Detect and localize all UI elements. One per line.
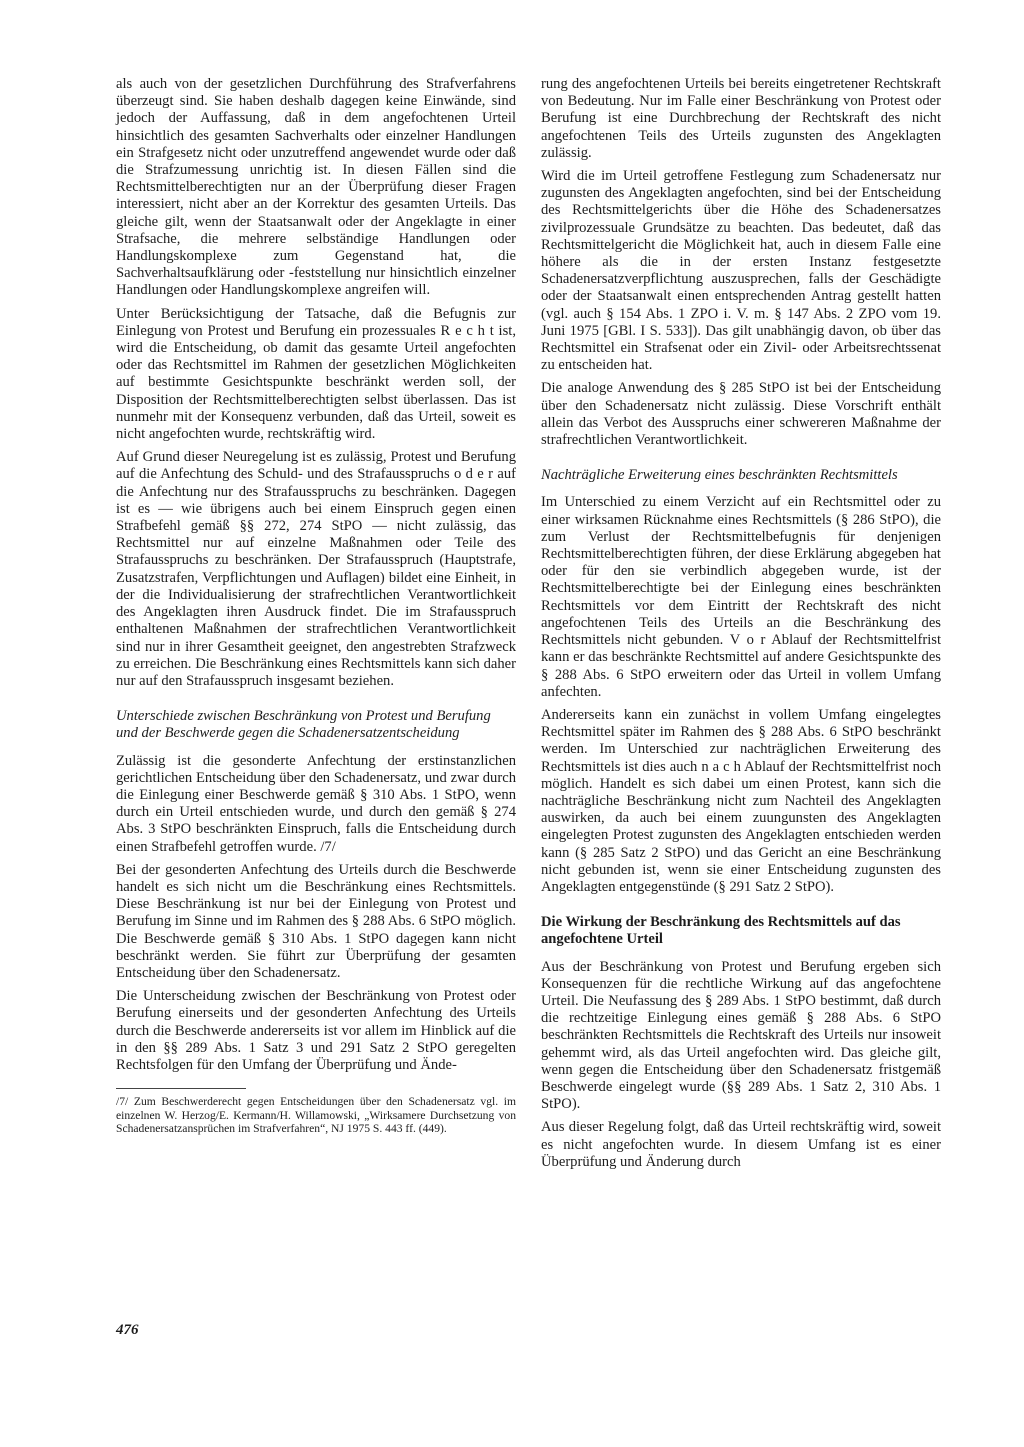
- section-heading: Nachträgliche Erweiterung eines beschränkten Rechtsmittels: [541, 467, 898, 484]
- page-number: 476: [116, 1322, 139, 1338]
- paragraph: Bei der gesonderten Anfechtung des Urteils durch die Beschwerde handelt es sich nicht um die Beschränkung eines Rechtsmittels. Diese Beschränkung ist nur bei der Einlegung von Protest und Berufung im Sinne und im Rahmen des § 288 Abs. 6 StPO möglich. Die Beschwerde gemäß § 310 Abs. 1 StPO dagegen kann nicht beschränkt werden. Sie führt zur Überprüfung der gesamten Entscheidung über den Schadenersatz.: [116, 861, 516, 981]
- paragraph: als auch von der gesetzlichen Durchführung des Strafverfahrens überzeugt sind. Sie haben deshalb dagegen keine Einwände, sind jedoch der Auffassung, daß in dem angefochtenen Urteil hinsichtlich des gesamten Sachverhalts oder einzelner Handlungen ein Strafgesetz nicht oder unzutreffend angewendet wurde oder daß die Strafzumessung unrichtig ist. In diesen Fällen sind die Rechtsmittelberechtigten nur an der Überprüfung dieser Fragen interessiert, nicht aber an der Korrektur des gesamten Urteils. Das gleiche gilt, wenn der Staatsanwalt oder der Angeklagte in einer Strafsache, die mehrere selbständige Handlungen oder Handlungskomplexe zum Gegenstand hat, die Sachverhaltsaufklärung oder -feststellung nur hinsichtlich einzelner Handlungen oder Handlungskomplexe angreifen will.: [116, 76, 516, 299]
- paragraph: Auf Grund dieser Neuregelung ist es zulässig, Protest und Berufung auf die Anfechtung des Schuld- und des Strafausspruchs o d e r auf die Anfechtung nur des Strafausspruchs zu beschränken. Dagegen ist es — wie übrigens auch bei einem Einspruch gegen einen Strafbefehl gemäß §§ 272, 274 StPO — nicht zulässig, das Rechtsmittel nur auf einzelne Maßnahmen oder Teile des Strafausspruchs zu beschränken. Der Strafausspruch (Hauptstrafe, Zusatzstrafen, Verpflichtungen und Auflagen) bildet eine Einheit, in der die Individualisierung der strafrechtlichen Verantwortlichkeit des Angeklagten ihren Ausdruck findet. Die im Strafausspruch enthaltenen Maßnahmen der strafrechtlichen Verantwortlichkeit sind nur in ihrer Gesamtheit geeignet, den angestrebten Strafzweck zu erreichen. Die Beschränkung eines Rechtsmittels kann sich daher nur auf den Strafausspruch insgesamt beziehen.: [116, 449, 516, 689]
- section-heading: Die Wirkung der Beschränkung des Rechtsmittels auf das angefochtene Urteil: [541, 914, 901, 948]
- paragraph: rung des angefochtenen Urteils bei bereits eingetretener Rechtskraft von Bedeutung. Nur im Falle einer Beschränkung von Protest oder Berufung ist eine Durchbrechung der Rechtskraft des nicht angefochtenen Teils des Urteils zugunsten des Angeklagten zulässig.: [541, 76, 941, 161]
- paragraph: Im Unterschied zu einem Verzicht auf ein Rechtsmittel oder zu einer wirksamen Rücknahme eines Rechtsmittels (§ 286 StPO), die zum Verlust der Rechtsmittelbefugnis für denjenigen Rechtsmittelberechtigten führen, der diese Erklärung abgegeben hat oder für den sie verbindlich abgegeben wurde, ist der Rechtsmittelberechtigte bei der Einlegung eines beschränkten Rechtsmittels vor dem Eintritt der Rechtskraft des nicht angefochtenen Teils des Urteils an die Beschränkung des Rechtsmittels nicht gebunden. V o r Ablauf der Rechtsmittelfrist kann er das beschränkte Rechtsmittel auf andere Gesichtspunkte des § 288 Abs. 6 StPO erweitern oder das Urteil in vollem Umfang anfechten.: [541, 494, 941, 700]
- paragraph: Die analoge Anwendung des § 285 StPO ist bei der Entscheidung über den Schadenersatz nicht zulässig. Diese Vorschrift enthält allein das Verbot des Ausspruchs einer schwereren Maßnahme der strafrechtlichen Verantwortlichkeit.: [541, 380, 941, 449]
- section-heading: Unterschiede zwischen Beschränkung von Protest und Berufung und der Beschwerde gegen die Schadenersatzentscheidung: [116, 708, 491, 742]
- paragraph: Zulässig ist die gesonderte Anfechtung der erstinstanzlichen gerichtlichen Entscheidung über den Schadenersatz, und zwar durch die Einlegung einer Beschwerde gemäß § 310 Abs. 1 StPO, wenn durch ein Urteil entschieden wurde, und durch den gemäß § 274 Abs. 3 StPO beschränkten Einspruch, falls die Entscheidung durch einen Strafbefehl getroffen wurde. /7/: [116, 752, 516, 855]
- paragraph: Unter Berücksichtigung der Tatsache, daß die Befugnis zur Einlegung von Protest und Berufung ein prozessuales R e c h t ist, wird die Entscheidung, ob damit das gesamte Urteil angefochten oder das Rechtsmittel im Rahmen der gesetzlichen Möglichkeiten auf bestimmte Gesichtspunkte beschränkt werden soll, der Disposition der Rechtsmittelberechtigten selbst überlassen. Das ist nunmehr mit der Konsequenz verbunden, daß das Urteil, soweit es nicht angefochten wurde, rechtskräftig wird.: [116, 305, 516, 443]
- paragraph: Wird die im Urteil getroffene Festlegung zum Schadenersatz nur zugunsten des Angeklagten angefochten, sind bei der Entscheidung des Rechtsmittelgerichts über die Höhe des Schadenersatzes zivilprozessuale Grundsätze zu beachten. Das bedeutet, daß das Rechtsmittelgericht die Möglichkeit hat, auch in diesem Falle eine höhere als die in der ersten Instanz festgesetzte Schadenersatzverpflichtung auszusprechen, falls der Geschädigte oder der Staatsanwalt einen entsprechenden Antrag gestellt hatten (vgl. auch § 154 Abs. 1 ZPO i. V. m. § 147 Abs. 2 ZPO vom 19. Juni 1975 [GBl. I S. 533]). Das gilt unabhängig davon, ob über das Rechtsmittel ein Strafsenat oder ein Zivil- oder Arbeitsrechtssenat zu entscheiden hat.: [541, 168, 941, 374]
- paragraph: Andererseits kann ein zunächst in vollem Umfang eingelegtes Rechtsmittel später im Rahmen des § 288 Abs. 6 StPO beschränkt werden. Im Unterschied zur nachträglichen Erweiterung des Rechtsmittels ist dies auch n a c h Ablauf der Rechtsmittelfrist noch möglich. Handelt es sich dabei um einen Protest, kann sich die nachträgliche Beschränkung nicht zum Nachteil des Angeklagten auswirken, da auch bei einem zuungunsten des Angeklagten eingelegten Protest zugunsten des Angeklagten entschieden werden kann (§ 285 Satz 2 StPO) und das Gericht an eine Beschränkung nicht gebunden ist, wenn sie einer Entscheidung zugunsten des Angeklagten entgegenstünde (§ 291 Satz 2 StPO).: [541, 706, 941, 895]
- footnote: /7/ Zum Beschwerderecht gegen Entscheidungen über den Schadenersatz vgl. im einzelnen W. Herzog/E. Kermann/H. Willamowski, „Wirksamere Durchsetzung von Schadenersatzansprüchen im Strafverfahren“, NJ 1975 S. 443 ff. (449).: [116, 1095, 516, 1135]
- right-column: [541, 76, 941, 1177]
- paragraph: Die Unterscheidung zwischen der Beschränkung von Protest oder Berufung einerseits und der gesonderten Anfechtung des Urteils durch die Beschwerde andererseits ist vor allem im Hinblick auf die in den §§ 289 Abs. 1 Satz 3 und 291 Satz 2 StPO geregelten Rechtsfolgen für den Umfang der Überprüfung und Ände-: [116, 988, 516, 1073]
- paragraph: Aus dieser Regelung folgt, daß das Urteil rechtskräftig wird, soweit es nicht angefochten wurde. In diesem Umfang ist es einer Überprüfung und Änderung durch: [541, 1119, 941, 1170]
- left-column: [116, 76, 516, 1135]
- footnote-divider: [116, 1088, 246, 1089]
- paragraph: Aus der Beschränkung von Protest und Berufung ergeben sich Konsequenzen für die rechtliche Wirkung auf das angefochtene Urteil. Die Neufassung des § 289 Abs. 1 StPO bestimmt, daß durch die rechtzeitige Einlegung eines gemäß § 288 Abs. 6 StPO beschränkten Rechtsmittels die Rechtskraft des Urteils nur insoweit gehemmt wird, als das Urteil angefochten wird. Das gleiche gilt, wenn gegen die Entscheidung über den Schadenersatz fristgemäß Beschwerde eingelegt wurde (§§ 289 Abs. 1 Satz 2, 310 Abs. 1 StPO).: [541, 958, 941, 1113]
